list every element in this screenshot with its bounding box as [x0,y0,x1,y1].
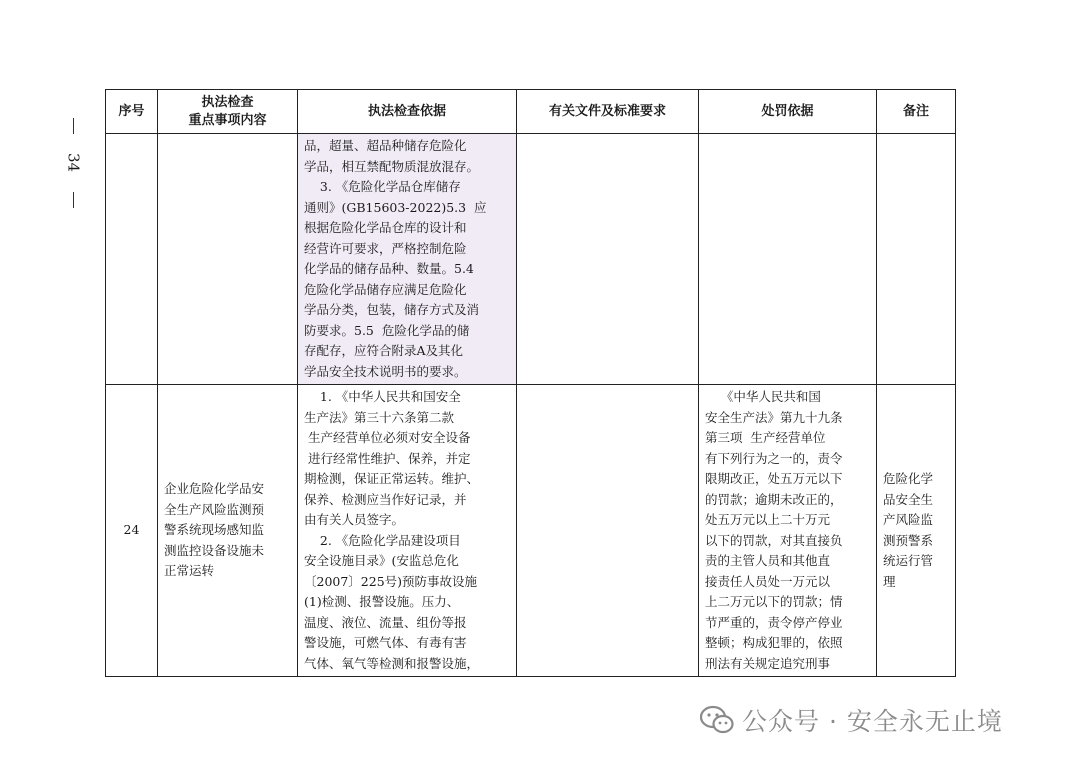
cell-seq [106,134,158,385]
header-seq: 序号 [106,90,158,134]
cell-standards [517,134,699,385]
page-number-dash-bottom [73,192,74,208]
cell-item: 企业危险化学品安 全生产风险监测预 警系统现场感知监 测监控设备设施未 正常运转 [158,385,298,677]
cell-basis: 品，超量、超品种储存危险化 学品，相互禁配物质混放混存。 3. 《危险化学品仓库储存 通则》(GB15603-2022)5.3 应 根据危险化学品仓库的设计和 经营许可要求，严格控制危险 化学品的储存品种、数量。5.4 危险化学品储存应满足危险化 学品分类，包装，储存方式及消 防要求。5.5 危险化学品的储 存配存，应符合附录A及其化 学品安全技术说明书的要求。 [298,134,517,385]
page-number-dash-top [73,118,74,134]
cell-standards [517,385,699,677]
header-item: 执法检查 重点事项内容 [158,90,298,134]
table-row [106,385,956,677]
watermark-text: 公众号 · 安全永无止境 [742,707,1003,736]
header-penalty: 处罚依据 [699,90,877,134]
cell-penalty [699,134,877,385]
watermark [700,702,1003,738]
enforcement-table [105,89,956,677]
page-number-text: 34 [64,153,83,173]
page-number [58,118,88,208]
cell-item [158,134,298,385]
wechat-icon [700,705,734,735]
cell-seq: 24 [106,385,158,677]
table-row [106,134,956,385]
cell-remarks: 危险化学 品安全生 产风险监 测预警系 统运行管 理 [877,385,956,677]
cell-penalty: 《中华人民共和国 安全生产法》第九十九条 第三项 生产经营单位 有下列行为之一的，责令 限期改正，处五万元以下 的罚款；逾期未改正的， 处五万元以上二十万元 以下的罚款，对其直接负 责的主管人员和其他直 接责任人员处一万元以 上二万元以下的罚款；情 节严重的，责令停产停业 整顿；构成犯罪的，依照 刑法有关规定追究刑事 [699,385,877,677]
cell-remarks [877,134,956,385]
header-remarks: 备注 [877,90,956,134]
header-standards: 有关文件及标准要求 [517,90,699,134]
cell-basis: 1. 《中华人民共和国安全 生产法》第三十六条第二款 生产经营单位必须对安全设备 进行经常性维护、保养，并定 期检测，保证正常运转。维护、 保养、检测应当作好记录，并 由有关人员签字。 2. 《危险化学品建设项目 安全设施目录》(安监总危化 〔2007〕225号)预防事故设施 (1)检测、报警设施。压力、 温度、液位、流量、组份等报 警设施，可燃气体、有毒有害 气体、氧气等检测和报警设施， [298,385,517,677]
header-basis: 执法检查依据 [298,90,517,134]
table-header-row [106,90,956,134]
